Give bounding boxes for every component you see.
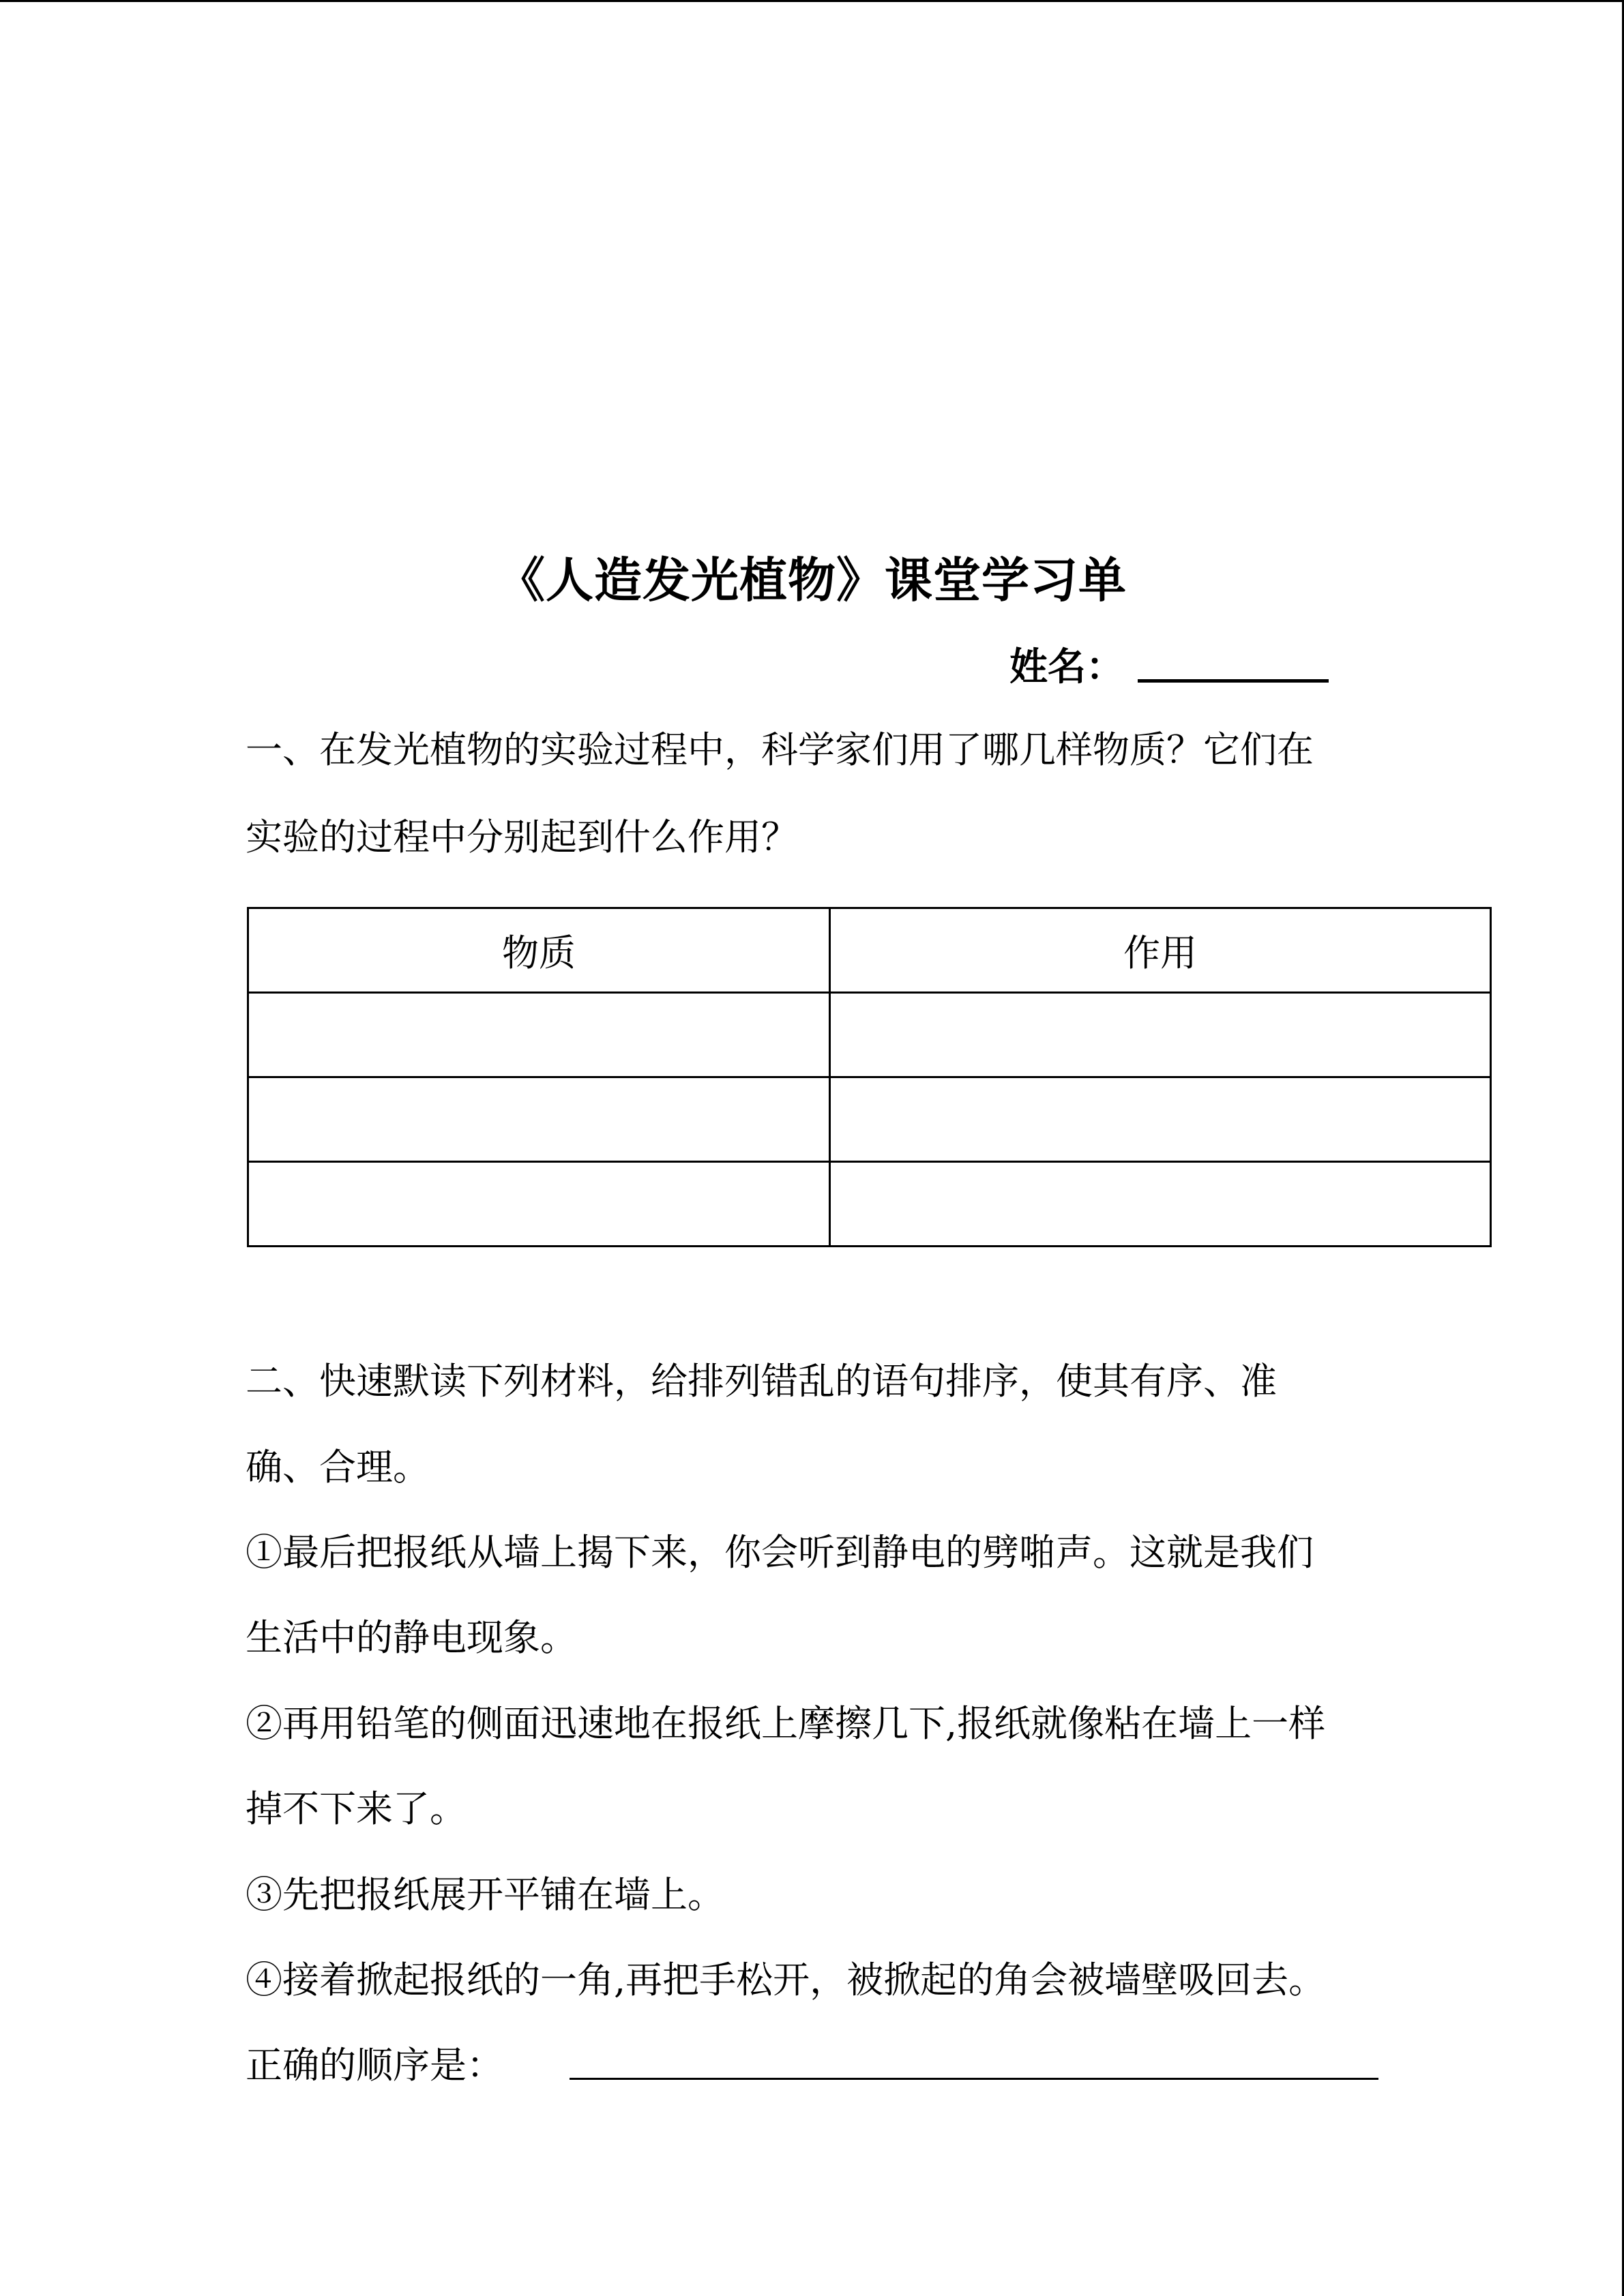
q1-line2: 实验的过程中分别起到什么作用？	[246, 816, 798, 859]
table-row	[248, 993, 1491, 1077]
item2-line2: 掉不下来了。	[246, 1787, 467, 1830]
table-cell-function[interactable]	[830, 993, 1491, 1077]
table-header-substance: 物质	[248, 908, 830, 993]
table-cell-substance[interactable]	[248, 1162, 830, 1247]
name-row	[1009, 630, 1329, 698]
item1-line2: 生活中的静电现象。	[246, 1616, 577, 1659]
answer-blank-line[interactable]	[570, 2078, 1378, 2080]
table-cell-function[interactable]	[830, 1077, 1491, 1162]
item4: ④接着掀起报纸的一角,再把手松开，被掀起的角会被墙壁吸回去。	[246, 1958, 1326, 2001]
table-row	[248, 1077, 1491, 1162]
item1-line1: ①最后把报纸从墙上揭下来，你会听到静电的劈啪声。这就是我们	[246, 1531, 1314, 1574]
q2-line1: 二、快速默读下列材料，给排列错乱的语句排序，使其有序、准	[246, 1360, 1277, 1403]
q1-line1: 一、在发光植物的实验过程中，科学家们用了哪几样物质？它们在	[246, 728, 1314, 771]
q2-line2: 确、合理。	[246, 1446, 430, 1489]
table-row	[248, 1162, 1491, 1247]
item2-line1: ②再用铅笔的侧面迅速地在报纸上摩擦几下,报纸就像粘在墙上一样	[246, 1702, 1326, 1745]
table-cell-substance[interactable]	[248, 993, 830, 1077]
table-header-function: 作用	[830, 908, 1491, 993]
item3: ③先把报纸展开平铺在墙上。	[246, 1873, 724, 1916]
answer-table	[247, 907, 1492, 1247]
name-blank-line[interactable]	[1138, 646, 1329, 683]
table-cell-substance[interactable]	[248, 1077, 830, 1162]
answer-label: 正确的顺序是：	[246, 2044, 503, 2087]
table-header-row	[248, 908, 1491, 993]
table-cell-function[interactable]	[830, 1162, 1491, 1247]
name-label: 姓名：	[1009, 644, 1124, 689]
page-border-top	[0, 0, 1624, 2]
page-title: 《人造发光植物》课堂学习单	[497, 552, 1127, 608]
